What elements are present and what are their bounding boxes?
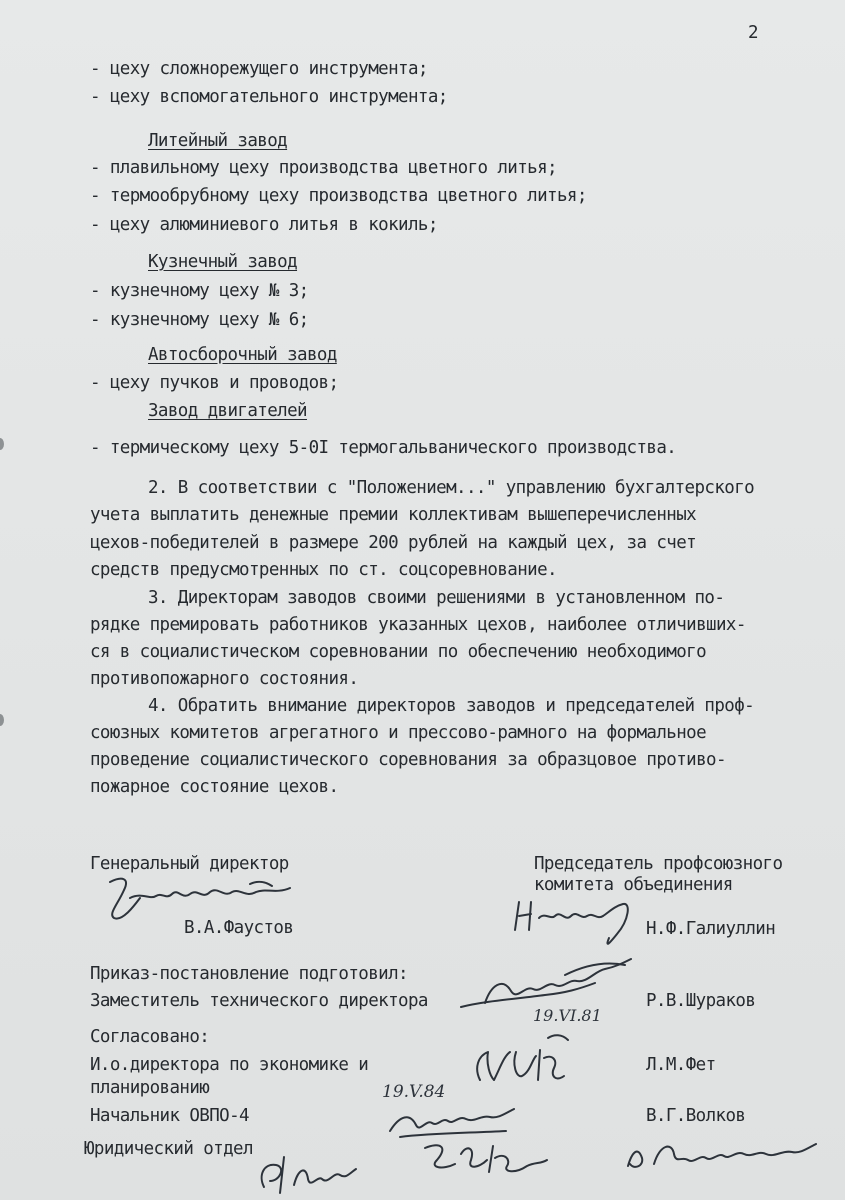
- paragraph-line: 4. Обратить внимание директоров заводов и председателей проф-: [148, 696, 755, 716]
- list-item: - кузнечному цеху № 6;: [90, 310, 309, 330]
- list-item: - плавильному цеху производства цветного литья;: [90, 158, 557, 178]
- deputy-tech-title: Заместитель технического директора: [90, 991, 428, 1011]
- list-item: - кузнечному цеху № 3;: [90, 281, 309, 301]
- econ-director-title: И.о.директора по экономике и: [90, 1055, 369, 1075]
- paragraph-line: 3. Директорам заводов своими решениями в установленном по-: [148, 588, 725, 608]
- paragraph-line: средств предусмотренных по ст. соцсоревнование.: [90, 560, 557, 580]
- handwritten-date: 19.V.84: [382, 1082, 446, 1102]
- prepared-by-label: Приказ-постановление подготовил:: [90, 964, 408, 984]
- signature-galiullin: [505, 890, 645, 950]
- list-item: - термическому цеху 5-0I термогальванического производства.: [90, 438, 677, 458]
- paragraph-line: учета выплатить денежные премии коллективам вышеперечисленных: [90, 505, 697, 525]
- paragraph-line: цехов-победителей в размере 200 рублей на каждый цех, за счет: [90, 533, 697, 553]
- ovpo-chief-title: Начальник ОВПО-4: [90, 1106, 249, 1126]
- general-director-name: В.А.Фаустов: [184, 918, 294, 938]
- paragraph-line: 2. В соответствии с "Положением..." управлению бухгалтерского: [148, 478, 755, 498]
- signature-legal-right: [620, 1130, 820, 1180]
- page-number: 2: [748, 23, 758, 43]
- signature-shurakov: [455, 955, 635, 1035]
- handwritten-date: 19.VI.81: [533, 1006, 602, 1025]
- list-item: - цеху сложнорежущего инструмента;: [90, 59, 428, 79]
- signature-faustov: [100, 870, 300, 930]
- paragraph-line: ся в социалистическом соревновании по обеспечению необходимого: [90, 642, 707, 662]
- econ-director-title: планированию: [90, 1078, 210, 1098]
- paragraph-line: пожарное состояние цехов.: [90, 777, 339, 797]
- union-chair-title: Председатель профсоюзного: [534, 854, 783, 874]
- punch-hole: [0, 438, 4, 450]
- section-heading: Литейный завод: [148, 131, 288, 151]
- union-chair-name: Н.Ф.Галиуллин: [646, 919, 776, 939]
- list-item: - цеху пучков и проводов;: [90, 373, 339, 393]
- agreed-label: Согласовано:: [90, 1027, 210, 1047]
- econ-director-name: Л.М.Фет: [646, 1055, 716, 1075]
- general-director-title: Генеральный директор: [90, 854, 289, 874]
- ovpo-chief-name: В.Г.Волков: [646, 1106, 746, 1126]
- section-heading: Автосборочный завод: [148, 345, 337, 365]
- paragraph-line: рядке премировать работников указанных цехов, наиболее отличивших-: [90, 615, 746, 635]
- section-heading: Кузнечный завод: [148, 252, 298, 272]
- paragraph-line: противопожарного состояния.: [90, 669, 359, 689]
- union-chair-title: комитета объединения: [534, 875, 733, 895]
- list-item: - термообрубному цеху производства цветного литья;: [90, 186, 587, 206]
- punch-hole: [0, 714, 4, 726]
- list-item: - цеху вспомогательного инструмента;: [90, 87, 448, 107]
- signature-legal-left: [250, 1145, 360, 1200]
- paragraph-line: союзных комитетов агрегатного и прессово-рамного на формальное: [90, 723, 707, 743]
- deputy-tech-name: Р.В.Шураков: [646, 991, 756, 1011]
- legal-department-label: Юридический отдел: [84, 1139, 253, 1159]
- signature-legal-center: [415, 1130, 555, 1180]
- section-heading: Завод двигателей: [148, 401, 307, 421]
- list-item: - цеху алюминиевого литья в кокиль;: [90, 215, 438, 235]
- paragraph-line: проведение социалистического соревнования за образцовое противо-: [90, 750, 726, 770]
